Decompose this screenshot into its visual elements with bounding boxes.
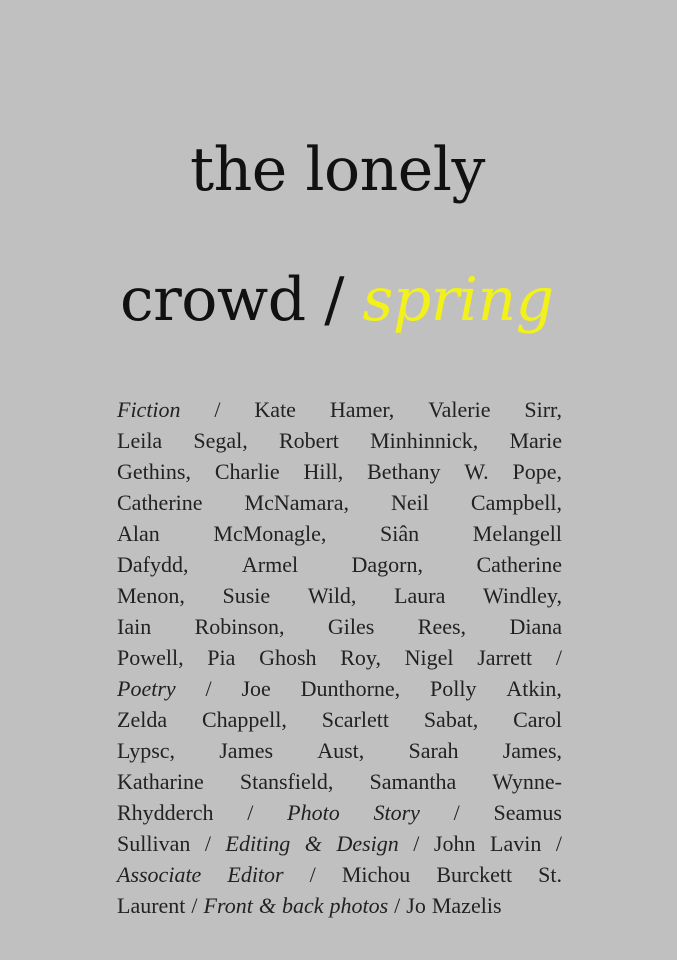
contributor-word: Ghosh	[259, 645, 317, 670]
contributor-word: Marie	[509, 428, 562, 453]
contents-line	[117, 704, 562, 735]
contents-line	[117, 890, 562, 921]
contributor-word: Menon,	[117, 583, 185, 608]
contents-line	[117, 580, 562, 611]
contributor-word: Lavin	[490, 831, 542, 856]
contributor-word: Aust,	[317, 738, 365, 763]
contents-line	[117, 425, 562, 456]
contributor-word: Nigel	[404, 645, 454, 670]
contributor-word: Wynne-	[492, 769, 562, 794]
contributor-word: Michou	[341, 862, 411, 887]
contributor-word: Seamus	[493, 800, 562, 825]
contributor-word: Polly	[430, 676, 477, 701]
contents-line	[117, 828, 562, 859]
contributor-word: Diana	[509, 614, 562, 639]
separator: /	[413, 831, 420, 856]
contributor-word: Leila	[117, 428, 163, 453]
contents-line	[117, 797, 562, 828]
contributor-word: Sullivan	[117, 831, 191, 856]
contributor-word: McNamara,	[244, 490, 349, 515]
section-label-fiction: Fiction	[117, 397, 181, 422]
contributor-word: Jarrett	[477, 645, 533, 670]
contributor-word: Dafydd,	[117, 552, 189, 577]
contributor-word: Samantha	[369, 769, 457, 794]
contributor-word: Susie	[222, 583, 271, 608]
separator: /	[394, 893, 401, 918]
contributor-word: Melangell	[472, 521, 562, 546]
separator: /	[247, 800, 254, 825]
contributor-word: Gethins,	[117, 459, 191, 484]
contributor-word: Mazelis	[431, 893, 502, 918]
contributor-word: James	[219, 738, 274, 763]
contributor-word: Zelda	[117, 707, 168, 732]
contributor-word: St.	[538, 862, 562, 887]
contributor-word: Scarlett	[321, 707, 389, 732]
separator: /	[453, 800, 460, 825]
contributor-word: Hamer,	[329, 397, 395, 422]
contributor-word: Sabat,	[423, 707, 479, 732]
contents-line	[117, 456, 562, 487]
contributor-word: Siân	[380, 521, 420, 546]
section-label-editing: Editing	[225, 831, 291, 856]
contents-line	[117, 673, 562, 704]
contributor-word: Stansfield,	[239, 769, 334, 794]
section-label-design: Design	[336, 831, 399, 856]
contributor-word: Pia	[207, 645, 236, 670]
contributor-word: Carol	[513, 707, 562, 732]
contents-line	[117, 394, 562, 425]
section-label-editor: Editor	[227, 862, 284, 887]
separator: /	[214, 397, 221, 422]
section-label-poetry: Poetry	[117, 676, 176, 701]
contributor-word: Laurent	[117, 893, 186, 918]
contributor-word: Dunthorne,	[300, 676, 401, 701]
section-label-photo: Photo	[287, 800, 340, 825]
contributor-word: Roy,	[340, 645, 381, 670]
section-label-photos: photos	[329, 893, 389, 918]
contents-line	[117, 766, 562, 797]
contributor-word: Powell,	[117, 645, 184, 670]
contributor-word: Valerie	[428, 397, 491, 422]
contributor-word: Sarah	[408, 738, 459, 763]
contributor-word: Sirr,	[524, 397, 562, 422]
contributor-word: Bethany	[367, 459, 441, 484]
contributor-word: Neil	[391, 490, 429, 515]
contributor-word: Pope,	[512, 459, 562, 484]
section-label-ampersand: &	[258, 893, 276, 918]
section-label-associate: Associate	[117, 862, 202, 887]
section-label-back: back	[281, 893, 324, 918]
separator: /	[191, 893, 198, 918]
contributor-word: Giles	[327, 614, 375, 639]
contributor-word: McMonagle,	[213, 521, 327, 546]
contributor-word: Segal,	[193, 428, 248, 453]
contributor-word: Jo	[406, 893, 426, 918]
contributor-word: Chappell,	[201, 707, 287, 732]
title-line-1	[190, 135, 485, 205]
contributor-word: Minhinnick,	[370, 428, 479, 453]
contributor-word: Dagorn,	[351, 552, 424, 577]
contributor-word: Laura	[394, 583, 446, 608]
contents-line	[117, 859, 562, 890]
contributor-word: Armel	[241, 552, 299, 577]
contents-line	[117, 518, 562, 549]
contributor-word: Hill,	[303, 459, 344, 484]
contributor-word: Catherine	[476, 552, 562, 577]
contributor-word: Burckett	[436, 862, 513, 887]
separator: /	[555, 645, 562, 670]
contents-line	[117, 549, 562, 580]
contributor-word: James,	[502, 738, 562, 763]
contributor-word: Katharine	[117, 769, 204, 794]
contents-line	[117, 642, 562, 673]
contributor-word: Catherine	[117, 490, 203, 515]
title-accent-spring: spring	[362, 265, 554, 335]
contents-line	[117, 487, 562, 518]
contributor-word: Lypsc,	[117, 738, 176, 763]
contributor-word: W.	[464, 459, 489, 484]
contributor-word: Rees,	[417, 614, 467, 639]
contents-line	[117, 611, 562, 642]
separator: /	[555, 831, 562, 856]
contributor-word: John	[433, 831, 476, 856]
contributor-word: Charlie	[214, 459, 280, 484]
section-label-story: Story	[373, 800, 420, 825]
title-line-2	[120, 265, 554, 335]
separator: /	[204, 831, 211, 856]
contributor-word: Iain	[117, 614, 152, 639]
contributor-word: Robert	[279, 428, 339, 453]
contributor-word: Atkin,	[506, 676, 562, 701]
title-text-line2: crowd /	[120, 265, 344, 335]
contributor-word: Rhydderch	[117, 800, 214, 825]
contributor-word: Windley,	[483, 583, 562, 608]
section-label-ampersand: &	[304, 831, 322, 856]
separator: /	[309, 862, 316, 887]
contents-line	[117, 735, 562, 766]
title-text-line1: the lonely	[190, 135, 485, 205]
contributor-word: Alan	[117, 521, 160, 546]
contributor-word: Wild,	[307, 583, 357, 608]
contributor-word: Robinson,	[194, 614, 285, 639]
contributor-word: Kate	[254, 397, 296, 422]
separator: /	[205, 676, 212, 701]
section-label-front: Front	[203, 893, 253, 918]
contributor-word: Campbell,	[470, 490, 562, 515]
contributor-word: Joe	[241, 676, 271, 701]
contributors-list	[117, 394, 562, 921]
